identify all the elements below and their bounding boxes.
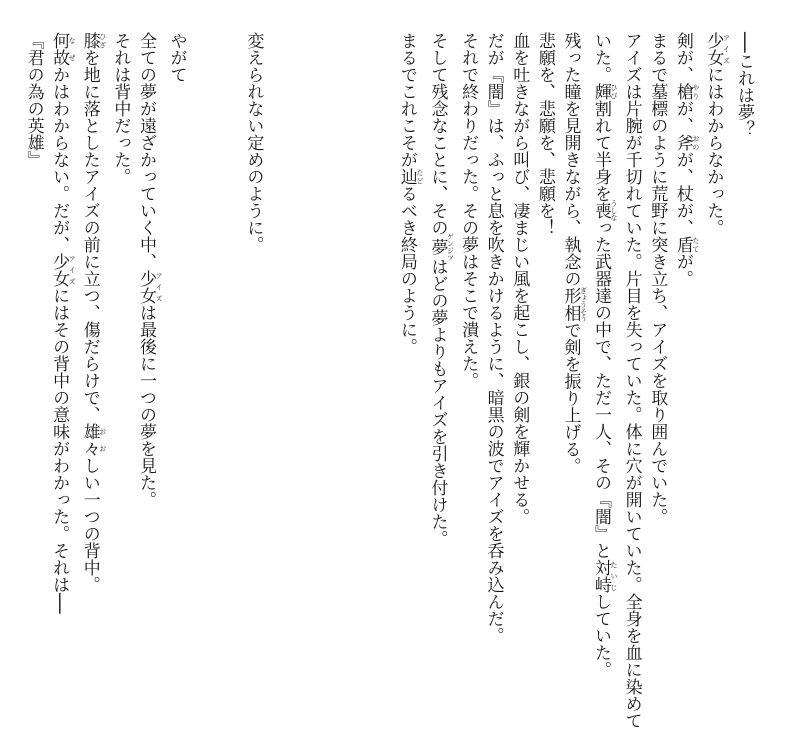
text-segment: 割れて半身を — [591, 100, 612, 202]
ruby-reading-text: おの — [691, 134, 700, 151]
text-segment: 剣が、 — [672, 32, 693, 83]
text-segment: が、杖が、 — [672, 151, 693, 236]
text-segment: 残った瞳を見開きながら、執念の — [560, 32, 581, 287]
blank-line — [317, 32, 343, 722]
ruby-base-text: 斧 — [672, 134, 693, 151]
text-segment: いた。 — [591, 32, 612, 83]
text-line — [506, 32, 532, 722]
text-segment: 全ての夢が遠ざかっていく中、 — [135, 32, 156, 270]
blank-line — [368, 32, 394, 722]
text-line — [76, 32, 107, 722]
text-segment: が。 — [672, 253, 693, 287]
ruby-annotation — [79, 423, 107, 457]
ruby-annotation — [49, 253, 77, 287]
ruby-base-text: 皹 — [591, 83, 612, 100]
ruby-reading-text: アイズ — [722, 32, 731, 66]
ruby-annotation — [591, 200, 619, 221]
ruby-base-text: 少女 — [703, 32, 724, 66]
text-segment: で剣を振り上げる。 — [560, 321, 581, 475]
text-segment: かはわからない。だが、 — [49, 66, 70, 253]
text-line — [618, 32, 644, 729]
text-line — [644, 32, 670, 722]
blank-line — [265, 32, 291, 722]
text-line — [20, 32, 46, 722]
ruby-reading-text: ゲンジツ — [446, 233, 455, 261]
text-line — [46, 32, 77, 722]
ruby-annotation — [560, 286, 588, 322]
text-segment: 『君の為の英雄』 — [23, 32, 44, 168]
text-line — [424, 32, 455, 722]
ruby-reading-text: ひび — [610, 83, 619, 100]
ruby-base-text: 夢 — [427, 233, 448, 261]
text-segment: 血を吐きながら叫び、凄まじい風を起こし、銀の剣を輝かせる。 — [509, 32, 530, 525]
blank-line — [214, 32, 240, 722]
ruby-annotation — [49, 32, 77, 66]
ruby-base-text: 雄々 — [79, 423, 100, 457]
ruby-base-text: 少女 — [135, 270, 156, 304]
text-segment: にはその背中の意味がわかった。それは── — [49, 287, 70, 614]
text-line — [393, 32, 424, 722]
ruby-annotation — [591, 559, 619, 593]
text-line — [107, 32, 133, 722]
text-line — [669, 32, 700, 722]
ruby-reading-text: ぎょうそう — [579, 286, 588, 322]
ruby-reading-text: アイズ — [68, 253, 77, 287]
ruby-base-text: 盾 — [672, 236, 693, 253]
text-segment: にはわからなかった。 — [703, 66, 724, 236]
ruby-base-text: 何故 — [49, 32, 70, 66]
ruby-annotation — [672, 134, 700, 151]
text-segment: アイズは片腕が千切れていた。片目を失っていた。体に穴が開いていた。全身を血に染めて — [621, 32, 642, 729]
text-segment: 変えられない定めのように。 — [243, 32, 264, 253]
text-segment: やがて — [166, 32, 187, 83]
text-segment: それは背中だった。 — [110, 32, 131, 185]
text-segment: だが『闇』は、ふっと息を吹きかけるように、暗黒の波でアイズを呑み込んだ。 — [483, 32, 504, 644]
ruby-annotation — [79, 32, 107, 49]
vertical-text-body — [20, 32, 756, 729]
text-segment: はどの夢よりもアイズを引き付けた。 — [427, 258, 448, 547]
text-line — [132, 32, 163, 722]
text-line — [163, 32, 189, 722]
text-line — [480, 32, 506, 722]
text-line — [240, 32, 266, 722]
ruby-annotation — [672, 83, 700, 100]
ruby-annotation — [591, 83, 619, 100]
ruby-annotation — [703, 32, 731, 66]
ruby-reading-text: アイズ — [154, 270, 163, 304]
ruby-reading-text: たて — [691, 236, 700, 253]
ruby-annotation — [427, 233, 455, 261]
text-segment: していた。 — [591, 593, 612, 678]
ruby-reading-text: ひざ — [98, 32, 107, 49]
text-segment: は最後に一つの夢を見た。 — [135, 304, 156, 508]
ruby-reading-text: うしな — [610, 200, 619, 221]
text-segment: そして残念なことに、その — [427, 32, 448, 236]
ruby-reading-text: おお — [98, 423, 107, 457]
ruby-base-text: 形相 — [560, 286, 581, 322]
ruby-reading-text: たいじ — [610, 559, 619, 593]
text-line — [454, 32, 480, 722]
text-segment: ──これは夢？ — [734, 32, 754, 138]
ruby-reading-text: たど — [415, 168, 424, 185]
text-segment: るべき終局のように。 — [396, 185, 417, 355]
ruby-base-text: 喪 — [591, 200, 612, 221]
blank-line — [189, 32, 215, 722]
ruby-annotation — [135, 270, 163, 304]
text-segment: まるで墓標のように荒野に突き立ち、アイズを取り囲んでいた。 — [647, 32, 668, 525]
ruby-base-text: 辿 — [396, 168, 417, 185]
text-segment: しい一つの背中。 — [79, 457, 100, 593]
text-segment: それで終わりだった。その夢はそこで潰えた。 — [458, 32, 479, 389]
text-line — [557, 32, 588, 722]
ruby-base-text: 槍 — [672, 83, 693, 100]
ruby-base-text: 膝 — [79, 32, 100, 49]
ruby-reading-text: やり — [691, 83, 700, 100]
text-segment: まるでこれこそが — [396, 32, 417, 168]
text-segment: 悲願を、悲願を、悲願を！ — [534, 32, 555, 236]
text-segment: が、 — [672, 100, 693, 134]
blank-line — [291, 32, 317, 722]
text-line — [700, 32, 731, 722]
text-line — [587, 32, 618, 722]
ruby-base-text: 少女 — [49, 253, 70, 287]
ruby-reading-text: なぜ — [68, 32, 77, 66]
blank-line — [342, 32, 368, 722]
text-segment: った武器達の中で、ただ一人、その『闇』と — [591, 219, 612, 559]
text-segment: を地に落としたアイズの前に立つ、傷だらけで、 — [79, 49, 100, 423]
ruby-annotation — [672, 236, 700, 253]
text-line — [531, 32, 557, 722]
text-line — [730, 32, 756, 722]
ruby-annotation — [396, 168, 424, 185]
ruby-base-text: 対峙 — [591, 559, 612, 593]
